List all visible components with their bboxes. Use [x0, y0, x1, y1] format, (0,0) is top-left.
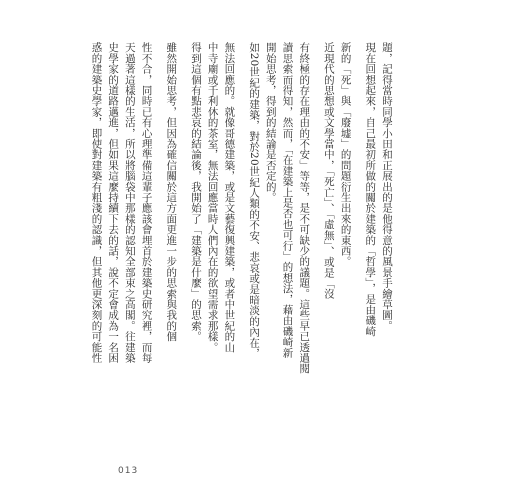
text-column-15: 史學家的道路邁進，但如果這麼持續下去的話，說不定會成為一名困: [107, 42, 120, 363]
text-column-5: 有終極的存在理由的不安」等等，是不可缺少的議題。這些早已透過閱: [298, 42, 311, 374]
text-column-8: 如20世紀的建築，對於20世紀人類的不安、悲哀或是暗淡的內在，: [248, 42, 261, 359]
text-column-9: 無法回應的。就像哥德建築，或是文藝復興建築，或者中世紀的山: [223, 42, 236, 353]
text-column-11: 得到這個有點悲哀的結論後，我開始了「建築是什麼」的思索。: [189, 42, 202, 342]
text-column-6: 讀思索而得知，然而，「在建築上是否也可行」的想法，藉由磯崎新: [281, 42, 294, 358]
text-column-7: 開始思考，得到的結論是否定的。: [264, 42, 277, 203]
text-column-1: 題，記得當時同學小田和正展出的是他得意的風景手繪草圖。: [381, 42, 393, 331]
vertical-text-block: [90, 42, 395, 374]
page-number: 013: [118, 466, 139, 476]
text-column-3: 新的「死」與「廢墟」的問題衍生出來的東西。: [339, 42, 352, 267]
text-column-13: 性不合，同時已有心理準備這輩子應該會埋首於建築史研究裡，而每: [140, 42, 153, 363]
text-column-4: 近現代的思想或文學當中，「死亡」、「虛無」、或是「沒: [322, 42, 335, 300]
text-column-10: 中寺廟或千利休的茶室，無法回應當時人們內在的欲望需求那樣。: [206, 42, 219, 353]
text-column-16: 惑的建築史學家，即使對建築有粗淺的認識，但其他更深刻的可能性: [90, 42, 103, 363]
text-column-2: 現在回想起來，自己最初所做的關於建築的「哲學」，是由磯崎: [364, 42, 377, 337]
text-column-14: 天過著這樣的生活，所以將腦袋中那樣的認知全部束之高閣。往建築: [123, 42, 136, 363]
text-column-12: 雖然開始思考，但因為確信關於這方面更進一步的思索與我的個: [165, 42, 178, 342]
